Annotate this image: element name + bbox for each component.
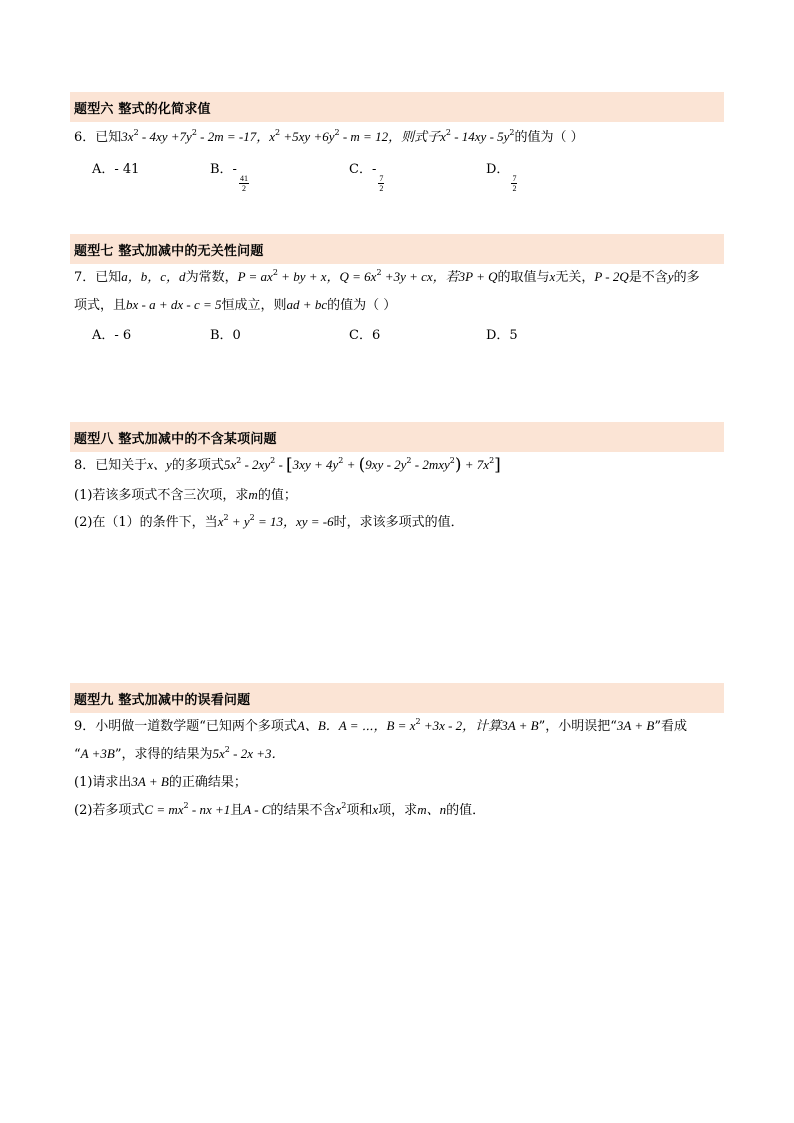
- question-6-option-c: C．- $\frac{7}{2}$: [349, 162, 384, 193]
- section-header-9: [70, 683, 724, 713]
- question-8-stem: 8．已知关于x、y的多项式$5x^2 - 2xy^2 - [3xy + 4y^2 + (9xy - 2y^2 - 2mxy^2) + 7x^2]$: [74, 455, 501, 475]
- question-7-option-a: A．- 6: [92, 328, 132, 343]
- section-title: 题型七 整式加减中的无关性问题: [74, 244, 264, 259]
- question-9-part-1: (1)请求出3A + B的正确结果；: [74, 774, 247, 790]
- fraction: $\frac{41}{2}$: [239, 174, 248, 193]
- section-title: 题型九 整式加减中的误看问题: [74, 693, 251, 708]
- question-6-option-b: B．- $\frac{41}{2}$: [210, 162, 248, 193]
- section-header-7: [70, 234, 724, 264]
- question-8-part-2: (2)在（1）的条件下，当$x^2 + y^2 = 13$，xy = -6时，求该多项式的值．: [74, 513, 464, 530]
- question-9-part-2: (2)若多项式$C = mx^2$ - nx +1且A - C的结果不含$x^2$项和x项，求m、n的值．: [74, 801, 486, 818]
- section-title: 题型六 整式的化简求值: [74, 102, 211, 117]
- question-6-stem: 6．已知$3x^2 - 4xy +7y^2 - 2m = -17$，$x^2 +5xy +6y^2 - m = 12$，则式子$x^2 - 14xy - 5y^2$的值为（ ）: [74, 128, 584, 145]
- section-title: 题型八 整式加减中的不含某项问题: [74, 432, 277, 447]
- question-8-part-1: (1)若该多项式不含三次项，求m的值；: [74, 487, 297, 503]
- question-7-option-c: C．6: [349, 328, 381, 343]
- section-header-8: [70, 422, 724, 452]
- question-7-option-d: D．5: [486, 328, 518, 343]
- question-7-option-b: B．0: [210, 328, 241, 343]
- fraction: $\frac{7}{2}$: [379, 174, 384, 193]
- question-6-option-d: D． $\frac{7}{2}$: [486, 162, 517, 193]
- question-9-stem-line-1: 9．小明做一道数学题“已知两个多项式A、B．A = ⋯，$B = x^2 +3x - 2$，计算3A + B”，小明误把“3A + B”看成: [74, 717, 687, 734]
- question-7-stem-line-1: 7．已知a，b，c，d为常数，$P = ax^2$ + by + x，$Q = 6x^2 +3y$ + cx，若3P + Q的取值与x无关，P - 2Q是不含y的多: [74, 268, 700, 285]
- section-header-6: [70, 92, 724, 122]
- question-9-stem-line-2: “A +3B”，求得的结果为$5x^2 - 2x +3$．: [74, 745, 285, 762]
- fraction: $\frac{7}{2}$: [512, 174, 517, 193]
- question-7-stem-line-2: 项式，且bx - a + dx - c = 5恒成立，则ad + bc的值为（ ）: [74, 297, 397, 313]
- question-6-option-a: A．- 41: [92, 162, 140, 177]
